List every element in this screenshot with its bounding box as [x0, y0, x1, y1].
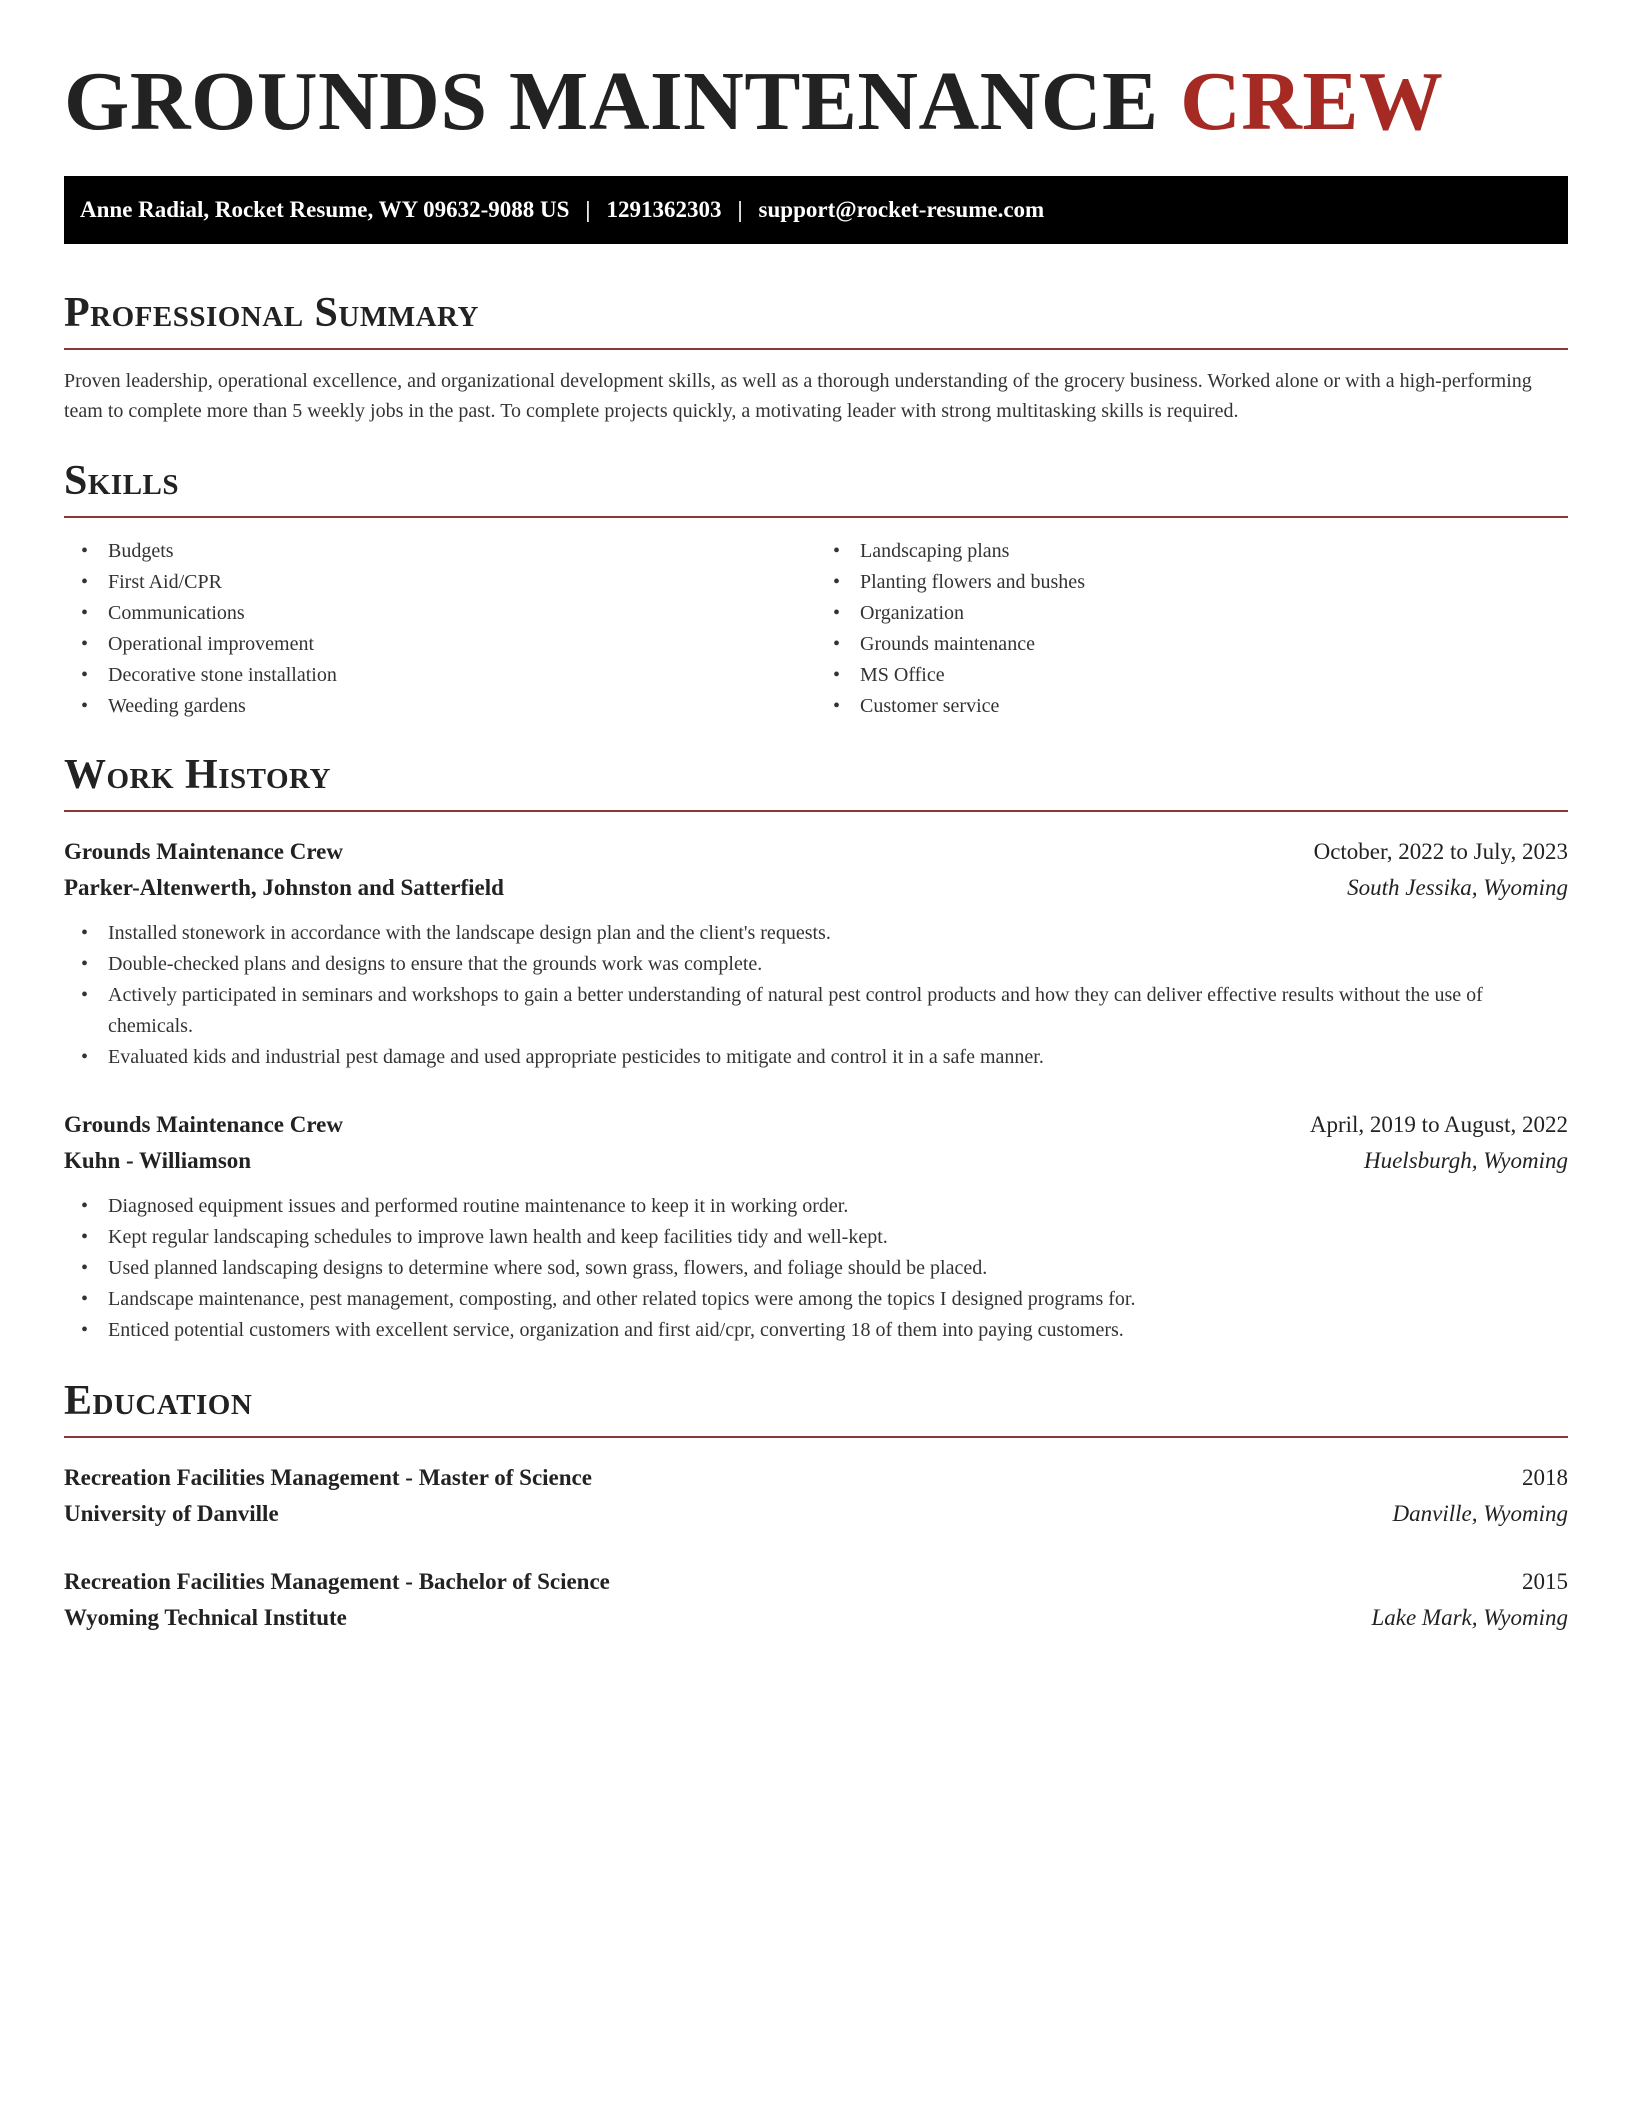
education-location: Danville, Wyoming — [1392, 1501, 1568, 1526]
skill-item: • Customer service — [816, 691, 1568, 722]
job-location: South Jessika, Wyoming — [1347, 875, 1568, 900]
contact-separator: | — [585, 197, 591, 222]
education-school-row — [64, 1496, 1568, 1532]
job-bullet: • Used planned landscaping designs to determine where sod, sown grass, flowers, and foliage should be placed. — [64, 1253, 1568, 1284]
job-bullets — [64, 1191, 1568, 1346]
summary-text: Proven leadership, operational excellence, and organizational development skills, as well as a thorough understanding of the grocery business. Worked alone or with a high-performing team to complete more than 5 weekly jobs in the past. To complete projects quickly, a motivating leader with strong multitasking skills is required. — [64, 370, 1532, 422]
skill-item: • Grounds maintenance — [816, 629, 1568, 660]
job-bullet: • Double-checked plans and designs to ensure that the grounds work was complete. — [64, 949, 1568, 980]
education-degree: Recreation Facilities Management - Bachelor of Science — [64, 1569, 610, 1594]
summary-heading: Professional Summary — [64, 290, 479, 336]
contact-bar — [64, 176, 1568, 244]
resume-page — [64, 0, 1568, 1636]
skill-item: • Weeding gardens — [64, 691, 816, 722]
education-degree: Recreation Facilities Management - Master of Science — [64, 1465, 592, 1490]
job-title: Grounds Maintenance Crew — [64, 1112, 343, 1137]
work-history-section — [64, 750, 1568, 1346]
resume-title — [64, 0, 1568, 152]
education-entry — [64, 1564, 1568, 1636]
skill-item: • MS Office — [816, 660, 1568, 691]
education-school-row — [64, 1600, 1568, 1636]
education-degree-row — [64, 1460, 1568, 1496]
job-bullet: • Diagnosed equipment issues and performed routine maintenance to keep it in working order. — [64, 1191, 1568, 1222]
job-bullet: • Kept regular landscaping schedules to improve lawn health and keep facilities tidy and well-kept. — [64, 1222, 1568, 1253]
job-company-row — [64, 870, 1568, 906]
title-main: GROUNDS MAINTENANCE — [64, 55, 1159, 148]
job-bullet: • Evaluated kids and industrial pest damage and used appropriate pesticides to mitigate and control it in a safe manner. — [64, 1042, 1568, 1073]
job-bullet: • Enticed potential customers with excellent service, organization and first aid/cpr, converting 18 of them into paying customers. — [64, 1315, 1568, 1346]
education-year: 2015 — [1522, 1569, 1568, 1594]
contact-email: support@rocket-resume.com — [758, 197, 1045, 222]
skill-item: • Communications — [64, 598, 816, 629]
job-entry — [64, 834, 1568, 1073]
education-location: Lake Mark, Wyoming — [1371, 1605, 1568, 1630]
skills-section — [64, 456, 1568, 722]
job-dates: April, 2019 to August, 2022 — [1309, 1112, 1568, 1137]
skills-heading: Skills — [64, 458, 180, 504]
skill-item: • Budgets — [64, 536, 816, 567]
job-company: Kuhn - Williamson — [64, 1148, 252, 1173]
skill-item: • Planting flowers and bushes — [816, 567, 1568, 598]
job-title-row — [64, 834, 1568, 870]
job-bullet: • Landscape maintenance, pest management, composting, and other related topics were among the topics I designed programs for. — [64, 1284, 1568, 1315]
job-bullets — [64, 918, 1568, 1073]
skill-item: • Operational improvement — [64, 629, 816, 660]
contact-phone: 1291362303 — [606, 197, 722, 222]
skill-item: • Landscaping plans — [816, 536, 1568, 567]
contact-address: Anne Radial, Rocket Resume, WY 09632-9088 US — [80, 197, 570, 222]
job-title: Grounds Maintenance Crew — [64, 839, 343, 864]
contact-separator: | — [737, 197, 743, 222]
skill-item: • Organization — [816, 598, 1568, 629]
work-history-heading: Work History — [64, 752, 331, 798]
section-divider — [64, 348, 1568, 350]
summary-section — [64, 288, 1568, 426]
title-accent: CREW — [1180, 55, 1444, 148]
job-dates: October, 2022 to July, 2023 — [1313, 839, 1568, 864]
skills-list-left — [64, 536, 816, 722]
skill-item: • First Aid/CPR — [64, 567, 816, 598]
job-company-row — [64, 1143, 1568, 1179]
skills-columns — [64, 536, 1568, 722]
job-bullet: • Installed stonework in accordance with the landscape design plan and the client's requests. — [64, 918, 1568, 949]
education-section — [64, 1376, 1568, 1636]
job-bullet: • Actively participated in seminars and workshops to gain a better understanding of natural pest control products and how they can deliver effective results without the use of chemicals. — [64, 980, 1568, 1042]
job-entry — [64, 1107, 1568, 1346]
job-company: Parker-Altenwerth, Johnston and Satterfield — [64, 875, 504, 900]
skills-list-right — [816, 536, 1568, 722]
job-title-row — [64, 1107, 1568, 1143]
section-divider — [64, 516, 1568, 518]
education-year: 2018 — [1522, 1465, 1568, 1490]
education-entry — [64, 1460, 1568, 1532]
education-school: Wyoming Technical Institute — [64, 1605, 347, 1630]
section-divider — [64, 1436, 1568, 1438]
education-school: University of Danville — [64, 1501, 279, 1526]
education-degree-row — [64, 1564, 1568, 1600]
section-divider — [64, 810, 1568, 812]
job-location: Huelsburgh, Wyoming — [1363, 1148, 1568, 1173]
skill-item: • Decorative stone installation — [64, 660, 816, 691]
education-heading: Education — [64, 1378, 253, 1424]
